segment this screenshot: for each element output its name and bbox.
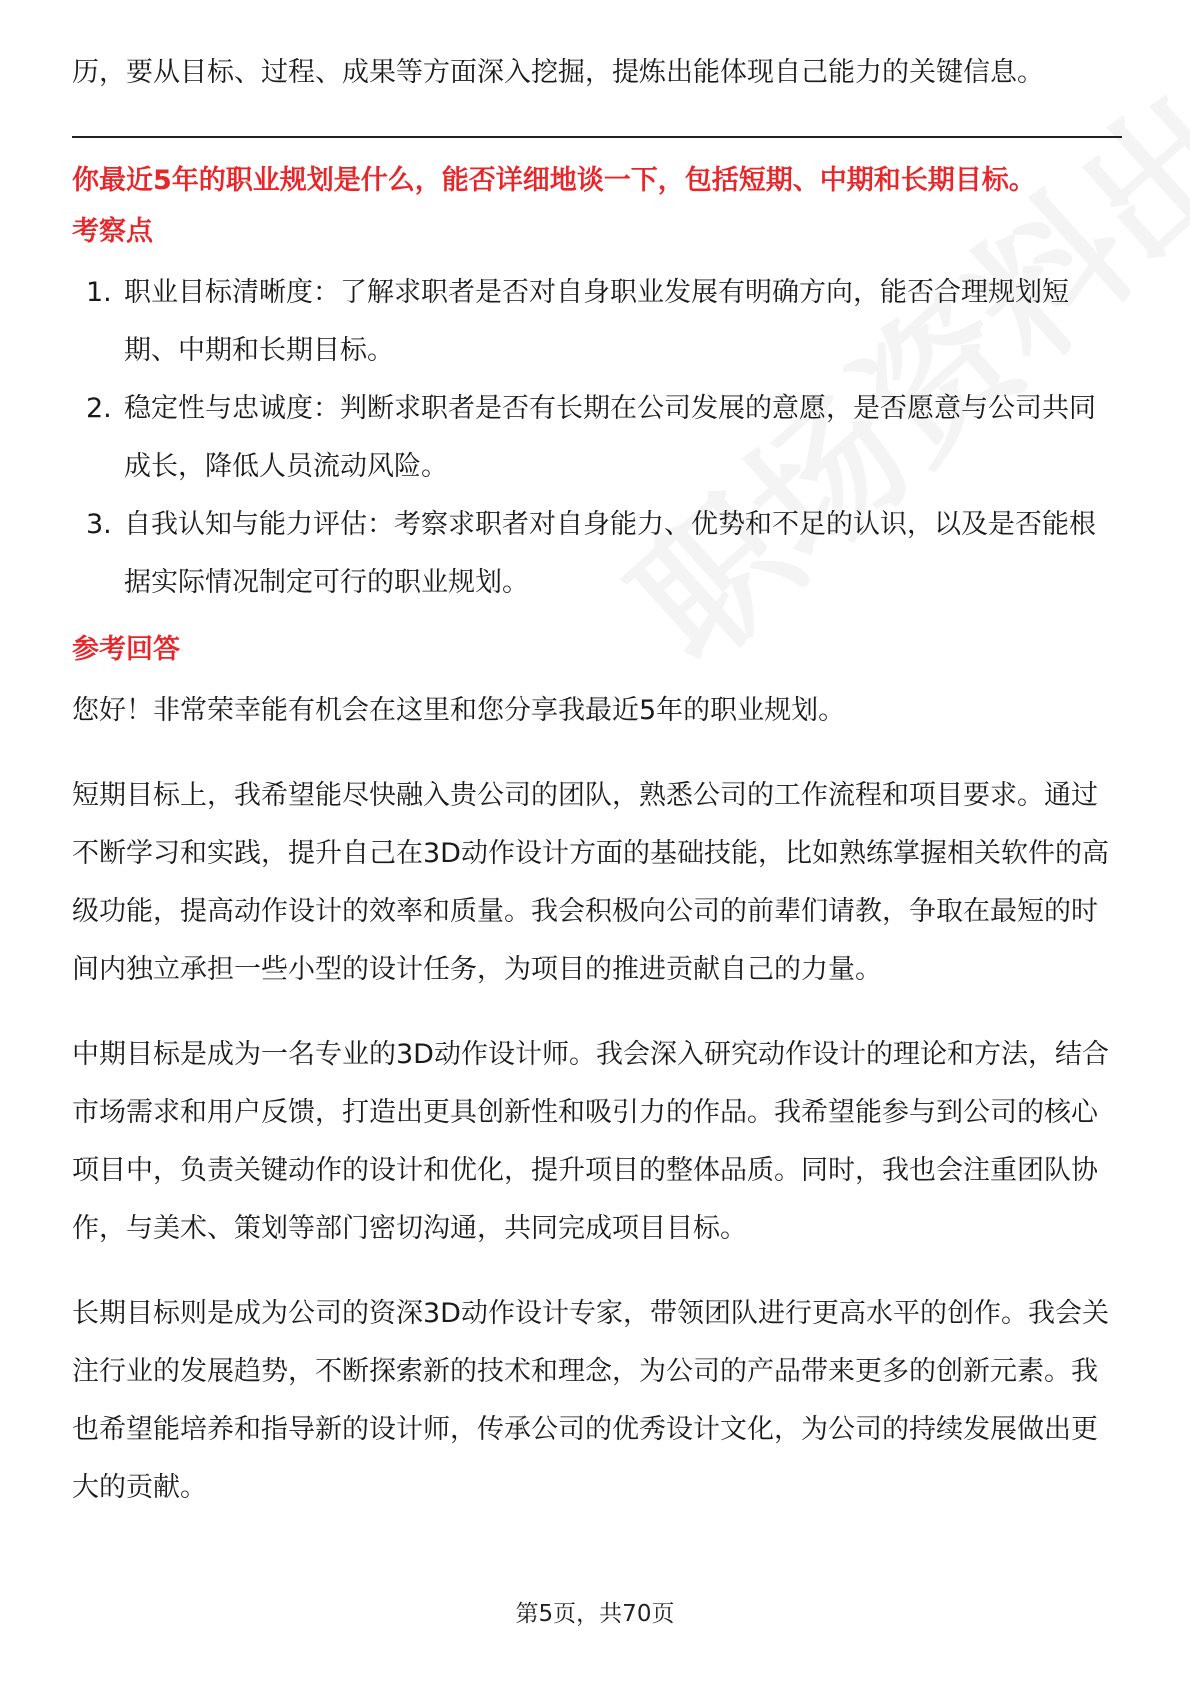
- assessment-item: [72, 264, 1122, 380]
- document-page: [72, 44, 1122, 1544]
- assessment-item: [72, 380, 1122, 496]
- assessment-item: [72, 496, 1122, 612]
- item-text: 稳定性与忠诚度：判断求职者是否有长期在公司发展的意愿，是否愿意与公司共同成长，降低人员流动风险。: [124, 393, 1096, 482]
- answer-paragraph: 您好！非常荣幸能有机会在这里和您分享我最近5年的职业规划。: [72, 695, 846, 726]
- answer-paragraph: 长期目标则是成为公司的资深3D动作设计专家，带领团队进行更高水平的创作。我会关注行业的发展趋势，不断探索新的技术和理念，为公司的产品带来更多的创新元素。我也希望能培养和指导新的设计师，传承公司的优秀设计文化，为公司的持续发展做出更大的贡献。: [72, 1298, 1109, 1503]
- answer-paragraph: 中期目标是成为一名专业的3D动作设计师。我会深入研究动作设计的理论和方法，结合市场需求和用户反馈，打造出更具创新性和吸引力的作品。我希望能参与到公司的核心项目中，负责关键动作的设计和优化，提升项目的整体品质。同时，我也会注重团队协作，与美术、策划等部门密切沟通，共同完成项目目标。: [72, 1039, 1109, 1244]
- item-number: 1.: [86, 277, 112, 308]
- intro-line: 历，要从目标、过程、成果等方面深入挖掘，提炼出能体现自己能力的关键信息。: [72, 57, 1044, 88]
- page-footer: 第5页，共70页: [515, 1601, 675, 1627]
- item-number: 3.: [86, 509, 112, 540]
- item-text: 自我认知与能力评估：考察求职者对自身能力、优势和不足的认识，以及是否能根据实际情况制定可行的职业规划。: [124, 509, 1096, 598]
- assessment-list: [72, 264, 1122, 612]
- reference-title: 参考回答: [72, 634, 180, 665]
- question-heading: 你最近5年的职业规划是什么，能否详细地谈一下，包括短期、中期和长期目标。: [72, 165, 1036, 196]
- answer-paragraph: 短期目标上，我希望能尽快融入贵公司的团队，熟悉公司的工作流程和项目要求。通过不断学习和实践，提升自己在3D动作设计方面的基础技能，比如熟练掌握相关软件的高级功能，提高动作设计的效率和质量。我会积极向公司的前辈们请教，争取在最短的时间内独立承担一些小型的设计任务，为项目的推进贡献自己的力量。: [72, 780, 1109, 985]
- item-text: 职业目标清晰度：了解求职者是否对自身职业发展有明确方向，能否合理规划短期、中期和长期目标。: [124, 277, 1069, 366]
- item-number: 2.: [86, 393, 112, 424]
- assessment-title: 考察点: [72, 216, 153, 247]
- divider: [72, 136, 1122, 138]
